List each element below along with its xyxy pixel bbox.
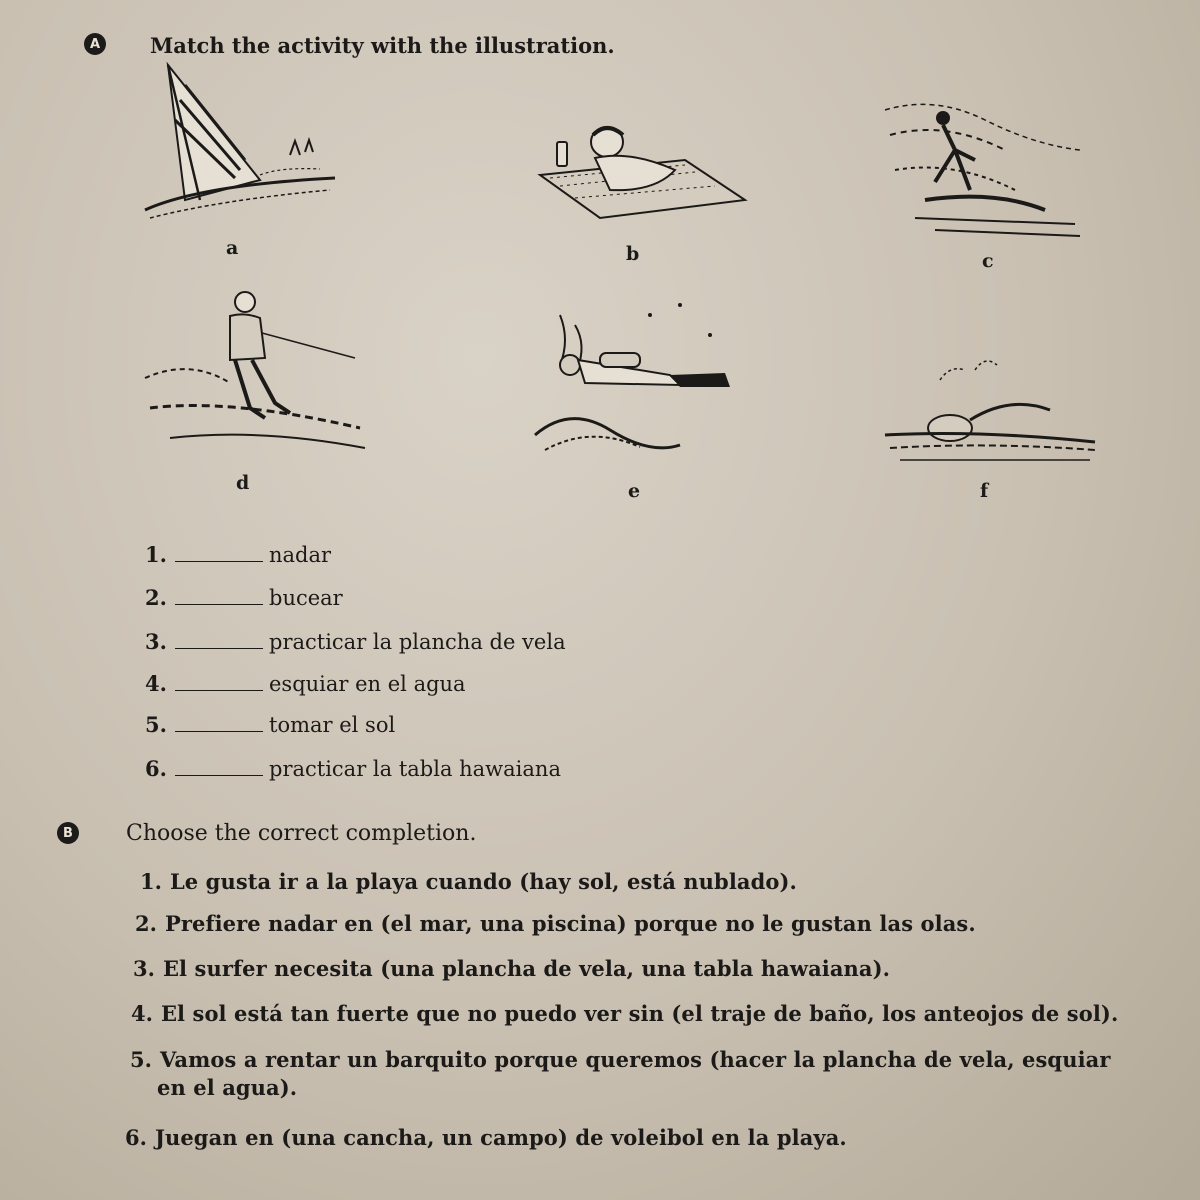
surfing-illustration — [875, 90, 1090, 240]
match-item-number: 3. — [145, 629, 167, 654]
match-item-number: 1. — [145, 542, 167, 567]
waterskiing-illustration — [140, 288, 370, 458]
match-item-number: 6. — [145, 756, 167, 781]
answer-blank[interactable] — [175, 713, 263, 732]
match-item-number: 4. — [145, 671, 167, 696]
windsurfing-illustration — [140, 60, 340, 220]
section-a-instruction: Match the activity with the illustration. — [150, 33, 615, 58]
answer-blank[interactable] — [175, 586, 263, 605]
match-item — [145, 712, 395, 737]
completion-item-number: 4. — [131, 1001, 153, 1026]
match-item-number: 5. — [145, 712, 167, 737]
section-a-badge: A — [84, 33, 106, 55]
completion-item-number: 3. — [133, 956, 155, 981]
scuba-diving-illustration — [530, 295, 750, 455]
match-item-text: tomar el sol — [269, 713, 396, 737]
match-item-text: practicar la tabla hawaiana — [269, 757, 561, 781]
completion-item-number: 5. — [130, 1047, 152, 1072]
completion-item-number: 6. — [125, 1125, 147, 1150]
match-item-text: bucear — [269, 586, 343, 610]
match-item — [145, 671, 466, 696]
section-b-badge: B — [57, 822, 79, 844]
illustration-label-f: f — [980, 480, 989, 502]
completion-item — [131, 1000, 1131, 1028]
match-item-number: 2. — [145, 585, 167, 610]
completion-item — [133, 955, 1093, 983]
match-item — [145, 542, 331, 567]
completion-item-number: 2. — [135, 911, 157, 936]
completion-item-text[interactable]: El surfer necesita (una plancha de vela, una tabla hawaiana). — [162, 956, 891, 981]
completion-item-text[interactable]: Vamos a rentar un barquito porque queremos (hacer la plancha de vela, esquiar — [159, 1047, 1111, 1072]
section-b-instruction: Choose the correct completion. — [126, 821, 477, 846]
completion-item-text[interactable]: Le gusta ir a la playa cuando (hay sol, está nublado). — [169, 869, 797, 894]
completion-item-text[interactable]: Prefiere nadar en (el mar, una piscina) porque no le gustan las olas. — [164, 911, 976, 936]
match-item — [145, 629, 566, 654]
completion-item — [125, 1124, 1085, 1152]
completion-item-text[interactable]: Juegan en (una cancha, un campo) de voleibol en la playa. — [154, 1125, 847, 1150]
illustration-label-e: e — [628, 480, 641, 502]
illustration-label-a: a — [226, 237, 239, 259]
completion-item — [140, 868, 1100, 896]
answer-blank[interactable] — [175, 757, 263, 776]
completion-item — [130, 1046, 1130, 1074]
match-item-text: nadar — [269, 543, 332, 567]
match-item-text: practicar la plancha de vela — [269, 630, 566, 654]
illustration-label-d: d — [236, 472, 250, 494]
completion-item — [135, 910, 1095, 938]
completion-item-text[interactable]: El sol está tan fuerte que no puedo ver sin (el traje de baño, los anteojos de sol). — [160, 1001, 1119, 1026]
match-item — [145, 585, 343, 610]
completion-item-number: 1. — [140, 869, 162, 894]
completion-item-text[interactable]: en el agua). — [157, 1075, 298, 1100]
answer-blank[interactable] — [175, 630, 263, 649]
answer-blank[interactable] — [175, 543, 263, 562]
illustration-label-c: c — [982, 250, 994, 272]
swimming-illustration — [880, 350, 1100, 465]
illustration-label-b: b — [626, 243, 640, 265]
sunbathing-illustration — [535, 120, 750, 225]
answer-blank[interactable] — [175, 672, 263, 691]
match-item-text: esquiar en el agua — [269, 672, 466, 696]
completion-item-continuation — [157, 1074, 1117, 1102]
match-item — [145, 756, 561, 781]
